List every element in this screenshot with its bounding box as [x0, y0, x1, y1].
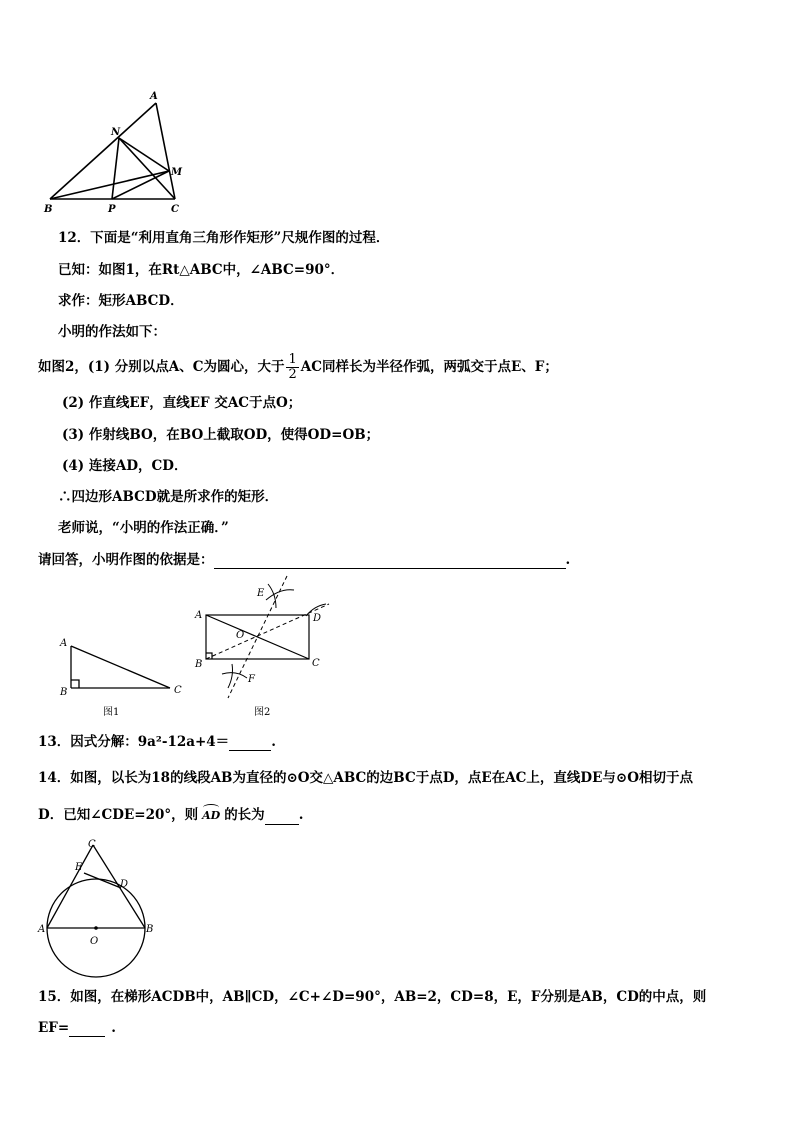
- label-p: P: [108, 204, 116, 215]
- fig2-caption: 图2: [254, 707, 271, 718]
- answer-blank-q15[interactable]: [69, 1022, 105, 1037]
- q14-label-b: B: [146, 924, 154, 935]
- fig2-label-o: O: [236, 630, 245, 641]
- q12-step1: [38, 350, 558, 384]
- fraction-half: $\frac{1}{2}$: [288, 352, 297, 382]
- q12-question-text: 请回答，小明作图的依据是：: [38, 552, 214, 568]
- q15-line2-text: EF=: [38, 1020, 70, 1036]
- q14-label-e: E: [75, 862, 83, 873]
- q14-label-d: D: [120, 879, 129, 890]
- figure-2: [192, 574, 338, 720]
- answer-blank-q13[interactable]: [229, 736, 271, 751]
- fig1-label-c: C: [174, 685, 182, 696]
- arc-ad: AD: [202, 807, 220, 825]
- label-c: C: [171, 204, 179, 215]
- label-m: M: [171, 167, 183, 178]
- q15-line1: 15．如图，在梯形ACDB中，AB∥CD，∠C+∠D=90°，AB=2，CD=8，E，F分别是AB，CD的中点，则: [38, 989, 707, 1005]
- q14-label-c: C: [88, 839, 96, 850]
- q12-step3: (3) 作射线BO，在BO上截取OD，使得OD=OB；: [62, 427, 380, 443]
- fig1-label-a: A: [60, 638, 68, 649]
- fig1-label-b: B: [60, 687, 68, 698]
- q13: 13．因式分解：9a²-12a+4＝ .: [38, 734, 276, 750]
- figure-q14-circle: [36, 836, 162, 980]
- q12-step1-pre: 如图2，(1) 分别以点A、C为圆心，大于: [38, 359, 285, 375]
- label-b: B: [44, 204, 53, 215]
- fig2-label-c: C: [312, 658, 320, 669]
- q12-title: 12．下面是“利用直角三角形作矩形”尺规作图的过程．: [58, 230, 390, 246]
- q14-label-o: O: [90, 936, 99, 947]
- q14-line2: D．已知∠CDE=20°，则 AD 的长为 .: [38, 806, 303, 825]
- fig1-caption: 图1: [103, 707, 120, 718]
- q12-method-intro: 小明的作法如下：: [58, 324, 166, 340]
- q12-conclusion: ∴四边形ABCD就是所求作的矩形．: [58, 489, 279, 505]
- answer-blank-q12[interactable]: [214, 554, 566, 569]
- fig2-label-d: D: [313, 613, 322, 624]
- figure-1: [56, 628, 196, 720]
- q12-given: 已知：如图1，在Rt△ABC中，∠ABC=90°．: [58, 262, 345, 278]
- fig2-label-f: F: [248, 674, 255, 685]
- triangle-figure-top: [38, 86, 188, 216]
- label-a: A: [150, 91, 158, 102]
- q12-teacher: 老师说，“小明的作法正确．”: [58, 520, 229, 536]
- q12-step1-post: AC同样长为半径作弧，两弧交于点E、F；: [300, 359, 558, 375]
- q14-line2-pre: D．已知∠CDE=20°，则: [38, 807, 199, 823]
- fig2-label-b: B: [195, 659, 203, 670]
- q13-text: 13．因式分解：9a²-12a+4＝: [38, 734, 230, 750]
- answer-blank-q14[interactable]: [265, 810, 299, 825]
- q14-line2-post: 的长为: [224, 807, 265, 823]
- label-n: N: [111, 127, 121, 138]
- q12-find: 求作：矩形ABCD．: [58, 293, 184, 309]
- q12-step4: (4) 连接AD，CD．: [62, 458, 188, 474]
- q14-label-a: A: [38, 924, 46, 935]
- fig2-label-e: E: [257, 588, 265, 599]
- q14-line1: 14．如图，以长为18的线段AB为直径的⊙O交△ABC的边BC于点D，点E在AC上，直线DE与⊙O相切于点: [38, 770, 693, 786]
- fig2-label-a: A: [195, 610, 203, 621]
- q12-step2: (2) 作直线EF，直线EF 交AC于点O；: [62, 395, 302, 411]
- q12-question: 请回答，小明作图的依据是： .: [38, 552, 571, 568]
- q15-line2: EF= .: [38, 1020, 116, 1036]
